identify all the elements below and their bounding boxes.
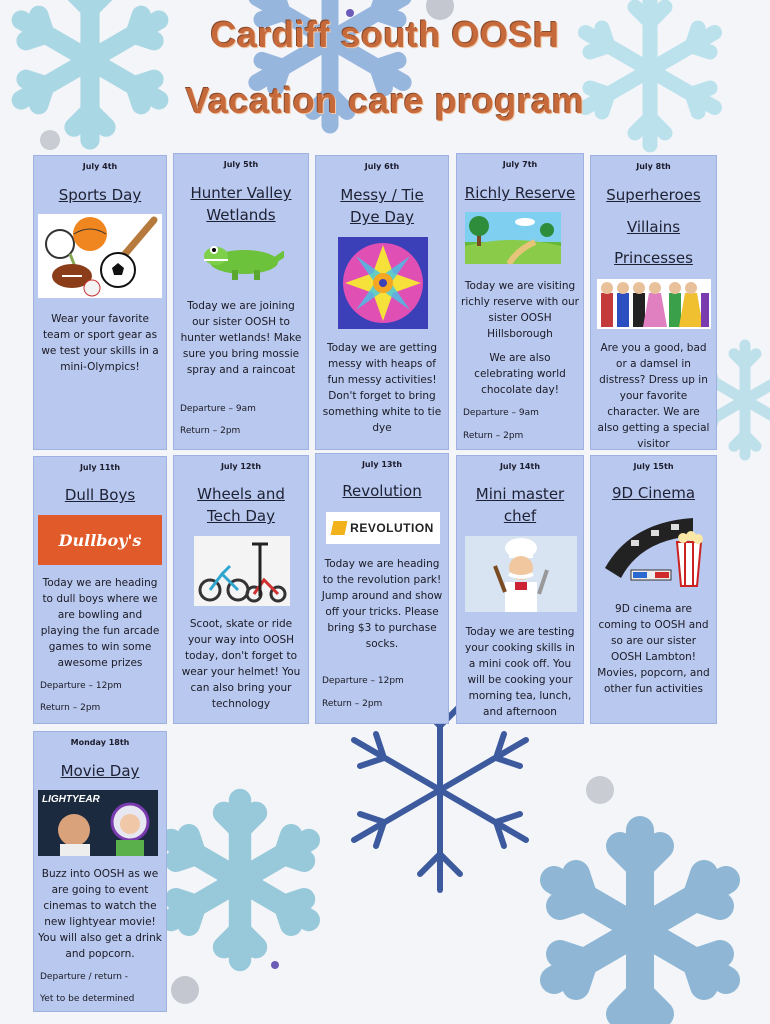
card-description: 9D cinema are coming to OOSH and so are our sister OOSH Lambton! Movies, popcorn, and other fun activities: [597, 603, 710, 695]
card-title-line-3: Princesses: [614, 249, 693, 267]
card-description: Buzz into OOSH as we are going to event cinemas to watch the new lightyear movie! You will also get a drink and popcorn.: [38, 868, 162, 960]
day-card-july-12: [173, 455, 309, 724]
day-card-july-6: [315, 155, 449, 450]
card-description-2: We are also celebrating world chocolate day!: [474, 352, 566, 396]
card-title: Mini master chef: [475, 485, 565, 525]
lightyear-poster: [38, 790, 158, 856]
card-description: Are you a good, bad or a damsel in distress? Dress up in your favorite character. We are also getting a special visitor: [597, 342, 710, 450]
program-title-line-2: Vacation care program: [185, 80, 585, 121]
card-title: Dull Boys: [64, 486, 136, 504]
card-title-line-2: Villains: [626, 218, 681, 236]
card-description: Today we are heading to the revolution park! Jump around and show off your tricks. Please bring $3 to purchase socks.: [321, 558, 443, 650]
card-date: Monday 18th: [70, 738, 130, 747]
card-description: Scoot, skate or ride your way into OOSH today, don't forget to wear your helmet! You can also bring your technology: [181, 618, 301, 710]
park-landscape-icon: [465, 212, 561, 264]
card-title: Hunter Valley Wetlands: [190, 184, 292, 224]
card-date: July 12th: [220, 462, 262, 471]
card-date: July 11th: [79, 463, 121, 472]
card-title: Revolution: [342, 482, 422, 500]
cinema-film-icon: [601, 512, 709, 592]
return-time: Return – 2pm: [180, 426, 241, 436]
card-date: July 15th: [633, 462, 674, 471]
card-description: Today we are testing your cooking skills in a mini cook off. You will be cooking your morning tea, lunch, and afternoon: [465, 626, 575, 718]
card-description: Wear your favorite team or sport gear as we test your skills in a mini-Olympics!: [41, 313, 159, 373]
day-card-july-8: [590, 155, 717, 450]
revolution-logo-text: REVOLUTION: [350, 521, 434, 535]
departure-time: Departure / return -: [40, 972, 129, 982]
card-description: Today we are heading to dull boys where we are bowling and playing the fun arcade games to win some awesome prizes: [40, 577, 160, 669]
departure-time: Departure – 9am: [463, 408, 539, 418]
tie-dye-icon: [338, 237, 428, 329]
return-time: Yet to be determined: [40, 994, 135, 1004]
card-title: Wheels and Tech Day: [197, 485, 285, 525]
sports-balls-icon: [38, 214, 162, 298]
revolution-logo: [326, 512, 440, 544]
card-date: July 7th: [502, 160, 538, 169]
card-description: Today we are joining our sister OOSH to hunter wetlands! Make sure you bring mossie spray and a raincoat: [180, 300, 302, 376]
card-description: Today we are visiting richly reserve with our sister OOSH Hillsborough: [461, 280, 579, 340]
day-card-july-4: [33, 155, 167, 450]
return-time: Return – 2pm: [40, 703, 101, 713]
departure-time: Departure – 9am: [180, 404, 256, 414]
revolution-logo-mark: [331, 521, 348, 535]
return-time: Return – 2pm: [463, 431, 524, 441]
return-time: Return – 2pm: [322, 699, 383, 709]
card-title: Messy / Tie Dye Day: [340, 186, 424, 226]
day-card-july-7: [456, 153, 584, 450]
program-title-line-1: Cardiff south OOSH: [210, 14, 560, 55]
dull-boys-logo-text: Dullboy's: [58, 530, 142, 550]
card-title: Movie Day: [60, 762, 140, 780]
departure-time: Departure – 12pm: [322, 676, 404, 686]
day-card-july-13: [315, 453, 449, 724]
day-card-july-11: [33, 456, 167, 724]
card-date: July 13th: [361, 460, 403, 469]
card-date: July 8th: [636, 162, 671, 171]
card-date: July 4th: [82, 162, 118, 171]
day-card-july-5: [173, 153, 309, 450]
dull-boys-logo: [38, 515, 162, 565]
lightyear-poster-title: LIGHTYEAR: [42, 794, 100, 805]
costume-characters-icon: [597, 279, 711, 329]
day-card-monday-18: [33, 731, 167, 1012]
card-date: July 14th: [499, 462, 541, 471]
card-date: July 6th: [364, 162, 400, 171]
chef-icon: [465, 536, 577, 612]
departure-time: Departure – 12pm: [40, 681, 122, 691]
card-title: Richly Reserve: [464, 184, 576, 202]
day-card-july-14: [456, 455, 584, 724]
card-date: July 5th: [223, 160, 259, 169]
crocodile-icon: [202, 234, 284, 286]
day-card-july-15: [590, 455, 717, 724]
buzz-lightyear-figures: [38, 790, 158, 856]
card-title: 9D Cinema: [611, 484, 696, 502]
card-description: Today we are getting messy with heaps of fun messy activities! Don't forget to bring something white to tie dye: [322, 342, 442, 434]
bikes-scooter-icon: [194, 536, 290, 606]
card-title: Sports Day: [58, 186, 142, 204]
card-title-line-1: Superheroes: [606, 186, 701, 204]
